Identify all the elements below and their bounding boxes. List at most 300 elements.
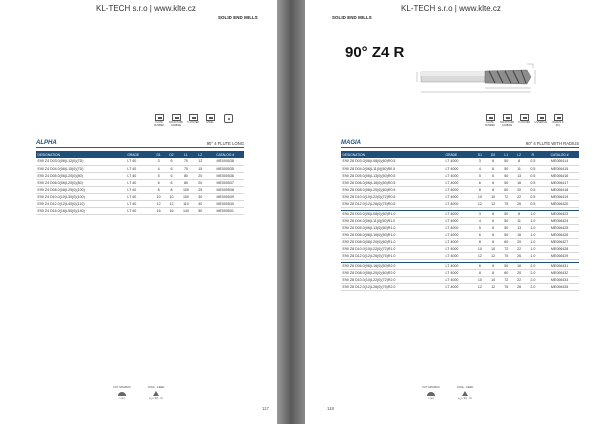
table-cell: 8	[486, 269, 499, 276]
cool-feed-icon	[455, 386, 475, 400]
table-cell: E90 Z8 D10.0(10)L22(0)(72)R0.5	[341, 193, 444, 200]
header-brand-right: KL-TECH s.r.o | www.klte.cz	[401, 4, 501, 13]
table-cell: ME006425	[540, 224, 579, 231]
table-row	[36, 158, 244, 165]
table-cell: LT 4000	[444, 238, 473, 245]
icon-label: UNIVERSAL	[534, 122, 548, 124]
table-cell: 80	[178, 172, 194, 179]
flute-icon	[483, 114, 497, 127]
table-cell: 12	[486, 200, 499, 207]
table-cell: 5	[473, 172, 486, 179]
table-cell: LT 4000	[444, 165, 473, 172]
table-cell: LT 4000	[444, 276, 473, 283]
table-row	[341, 172, 579, 179]
table-row	[341, 245, 579, 252]
table-cell: 70	[178, 158, 194, 165]
table-row	[36, 165, 244, 172]
table-cell: LT 40	[126, 179, 152, 186]
table-cell: 4	[152, 165, 165, 172]
footer-icon-glyph	[117, 390, 127, 397]
table-cell: 8	[473, 238, 486, 245]
flute-icon-glyph	[486, 114, 495, 121]
table-cell: 30	[194, 193, 206, 200]
table-cell: 25	[194, 186, 206, 193]
table-cell: 100	[178, 186, 194, 193]
table-cell: 3	[473, 158, 486, 165]
table-cell: 13	[513, 172, 526, 179]
table-cell: LT 40	[126, 158, 152, 165]
table-cell: LT 4000	[444, 224, 473, 231]
series-name: ALPHA	[36, 140, 57, 146]
table-cell: 8	[486, 186, 499, 193]
table-cell: ME006415	[540, 165, 579, 172]
material-icon	[534, 114, 548, 125]
end-mill-drawing	[415, 58, 543, 102]
table-row	[36, 186, 244, 193]
table-cell: 6	[165, 172, 178, 179]
column-header: CATALOG #	[206, 151, 244, 158]
right-section-header	[341, 140, 579, 148]
table-cell: 75	[500, 252, 513, 259]
table-cell: 26	[513, 283, 526, 290]
table-cell: ME000539	[206, 193, 244, 200]
icon-label: TI-COATED	[186, 122, 200, 124]
table-cell: E90 Z4 D04.0(06)L15(0)(7D)	[36, 165, 126, 172]
table-cell: 4	[473, 165, 486, 172]
table-cell: 6	[486, 224, 499, 231]
table-cell: 10	[486, 276, 499, 283]
table-cell: 8	[473, 269, 486, 276]
table-cell: 6	[486, 165, 499, 172]
table-cell: LT 40	[126, 200, 152, 207]
helix-icon	[500, 114, 514, 127]
table-row	[341, 252, 579, 259]
table-cell: 10	[165, 193, 178, 200]
table-cell: LT 4000	[444, 186, 473, 193]
table-cell: E90 Z4 D08.0(08)L25(0)(100)	[36, 186, 126, 193]
icon-label: STEEL	[206, 122, 214, 124]
material-icon-glyph	[206, 114, 215, 121]
table-cell: LT 40	[126, 193, 152, 200]
table-cell: LT 4000	[444, 252, 473, 259]
table-cell: 60	[500, 238, 513, 245]
material-icon	[203, 114, 217, 125]
table-row	[341, 269, 579, 276]
table-cell: E90 Z8 D04.0(06)L11(0)(50)R0.5	[341, 165, 444, 172]
table-cell: ME006435	[540, 283, 579, 290]
icon-label: FLUTE NUMBER	[154, 122, 164, 127]
table-row	[341, 262, 579, 269]
table-cell: 50	[500, 165, 513, 172]
table-row	[341, 210, 579, 217]
table-cell: E90 Z8 D05.0(06)L13(0)(50)R0.5	[341, 172, 444, 179]
table-cell: ME006423	[540, 210, 579, 217]
footer-icon-glyph	[460, 390, 470, 397]
table-cell: LT 40	[126, 186, 152, 193]
table-cell: E90 Z8 D03.0(06)L08(0)(50)R1.0	[341, 210, 444, 217]
table-cell: E90 Z4 D12.0(12)L40(0)(110)	[36, 200, 126, 207]
table-cell: 6	[486, 210, 499, 217]
table-cell: 6	[486, 231, 499, 238]
table-row	[341, 165, 579, 172]
table-cell: 11	[513, 165, 526, 172]
table-cell: LT 4000	[444, 269, 473, 276]
shank-icon	[224, 114, 233, 123]
table-cell: E90 Z8 D12.0(12)L26(0)(75)R2.0	[341, 283, 444, 290]
footer-icon-sub: v (m)	[428, 398, 434, 400]
table-cell: 10	[473, 276, 486, 283]
table-cell: LT 4000	[444, 200, 473, 207]
table-cell: E90 Z8 D12.0(12)L26(0)(75)R1.0	[341, 252, 444, 259]
cool-feed-icon	[146, 386, 166, 400]
table-row	[341, 238, 579, 245]
table-cell: 70	[178, 165, 194, 172]
table-row	[341, 186, 579, 193]
left-icon-row	[152, 114, 233, 127]
table-cell: 1.0	[526, 245, 541, 252]
table-cell: 13	[513, 224, 526, 231]
flute-icon-glyph	[155, 114, 164, 121]
table-cell: 110	[178, 200, 194, 207]
table-cell: 50	[500, 158, 513, 165]
table-cell: 50	[500, 262, 513, 269]
table-cell: 75	[500, 200, 513, 207]
table-cell: 6	[165, 165, 178, 172]
table-cell: 16	[165, 207, 178, 214]
table-cell: 8	[473, 186, 486, 193]
left-section-header	[36, 140, 244, 148]
table-cell: 50	[194, 207, 206, 214]
column-header: DESIGNATION	[36, 151, 126, 158]
table-cell: 8	[513, 210, 526, 217]
table-cell: 10	[152, 193, 165, 200]
table-row	[341, 276, 579, 283]
table-cell: 0.5	[526, 193, 541, 200]
table-cell: E90 Z8 D06.0(06)L16(0)(50)R2.0	[341, 262, 444, 269]
table-cell: 6	[486, 217, 499, 224]
table-cell: 16	[152, 207, 165, 214]
table-cell: 72	[500, 193, 513, 200]
right-footer-icons	[421, 386, 475, 400]
table-cell: ME006434	[540, 276, 579, 283]
table-cell: LT 4000	[444, 158, 473, 165]
table-cell: 0.5	[526, 179, 541, 186]
column-header: L1	[500, 151, 513, 158]
table-cell: 12	[486, 283, 499, 290]
table-cell: LT 4000	[444, 262, 473, 269]
table-cell: 6	[473, 231, 486, 238]
table-cell: E90 Z8 D08.0(08)L20(0)(60)R0.5	[341, 186, 444, 193]
table-cell: 6	[473, 262, 486, 269]
table-cell: ME006414	[540, 158, 579, 165]
column-header: GRADE	[444, 151, 473, 158]
table-cell: 50	[500, 172, 513, 179]
table-cell: E90 Z8 D08.0(08)L20(0)(60)R1.0	[341, 238, 444, 245]
table-cell: E90 Z8 D06.0(06)L16(0)(50)R1.0	[341, 231, 444, 238]
table-cell: 50	[500, 231, 513, 238]
footer-icon-sub: a_p / f(z) - Vc	[149, 398, 163, 400]
left-product-table	[36, 151, 244, 215]
product-title: 90° Z4 R	[345, 44, 405, 61]
table-cell: 10	[486, 245, 499, 252]
table-cell: E90 Z8 D10.0(10)L22(0)(72)R1.0	[341, 245, 444, 252]
radius-icon-glyph	[554, 114, 563, 121]
right-product-table	[341, 151, 579, 291]
table-cell: 6	[486, 158, 499, 165]
table-cell: ME006424	[540, 217, 579, 224]
table-cell: 12	[473, 200, 486, 207]
table-cell: 1.0	[526, 224, 541, 231]
table-cell: 26	[513, 252, 526, 259]
table-cell: ME000535	[206, 165, 244, 172]
table-cell: 50	[500, 224, 513, 231]
table-cell: E90 Z8 D06.0(06)L16(0)(50)R0.5	[341, 179, 444, 186]
table-cell: E90 Z8 D10.0(10)L22(0)(72)R2.0	[341, 276, 444, 283]
footer-icon-sub: a_p / f(z) - Vc	[458, 398, 472, 400]
table-cell: 100	[178, 193, 194, 200]
column-header: R	[526, 151, 541, 158]
table-cell: ME000538	[206, 158, 244, 165]
table-cell: 6	[473, 179, 486, 186]
left-page	[0, 0, 277, 424]
table-cell: 20	[513, 186, 526, 193]
table-cell: 8	[513, 158, 526, 165]
table-cell: ME006429	[540, 252, 579, 259]
table-row	[36, 172, 244, 179]
column-header: L2	[513, 151, 526, 158]
column-header: D1	[152, 151, 165, 158]
table-cell: E90 Z4 D03.0(06)L12(0)(7D)	[36, 158, 126, 165]
table-cell: ME006420	[540, 200, 579, 207]
table-cell: 6	[486, 262, 499, 269]
table-cell: E90 Z8 D03.0(06)L08(0)(60)R0.5	[341, 158, 444, 165]
table-cell: 0.5	[526, 158, 541, 165]
table-cell: ME006432	[540, 269, 579, 276]
column-header: D1	[473, 151, 486, 158]
table-cell: LT 40	[126, 165, 152, 172]
footer-icon-glyph	[151, 390, 161, 397]
table-cell: 2.0	[526, 276, 541, 283]
table-cell: 1.0	[526, 238, 541, 245]
table-cell: 0.5	[526, 186, 541, 193]
table-cell: 20	[513, 269, 526, 276]
table-row	[341, 224, 579, 231]
table-cell: 16	[513, 179, 526, 186]
table-cell: E90 Z8 D04.0(06)L11(0)(50)R1.0	[341, 217, 444, 224]
column-header: L2	[194, 151, 206, 158]
series-desc: 90° 4 FLUTE LONG	[206, 141, 244, 146]
column-header: L1	[178, 151, 194, 158]
table-cell: ME000538	[206, 186, 244, 193]
table-cell: 140	[178, 207, 194, 214]
column-header: CATALOG #	[540, 151, 579, 158]
table-cell: 72	[500, 276, 513, 283]
footer-icon-title: COOL - FEED	[456, 386, 474, 389]
table-cell: 2.0	[526, 283, 541, 290]
table-row	[36, 207, 244, 214]
page-number-right: 118	[327, 406, 334, 411]
table-cell: 20	[194, 172, 206, 179]
table-cell: 20	[513, 238, 526, 245]
table-cell: 75	[500, 283, 513, 290]
table-cell: 4	[473, 217, 486, 224]
table-cell: 6	[152, 179, 165, 186]
material-icon-glyph	[537, 114, 546, 121]
table-cell: 3	[152, 158, 165, 165]
table-cell: 15	[194, 165, 206, 172]
helix-icon	[169, 114, 183, 127]
radius-icon	[551, 114, 565, 127]
table-row	[341, 231, 579, 238]
table-cell: ME006417	[540, 179, 579, 186]
column-header: DESIGNATION	[341, 151, 444, 158]
icon-label: SOLID HARD CARBIDE	[168, 122, 184, 127]
header-brand: KL-TECH s.r.o | www.klte.cz	[96, 4, 196, 13]
table-cell: 20	[194, 179, 206, 186]
table-cell: 8	[486, 238, 499, 245]
coating-icon	[186, 114, 200, 125]
footer-icon-title: COOL - FEED	[147, 386, 165, 389]
table-cell: 12	[473, 252, 486, 259]
icon-label: SOLID HARD CARBIDE	[499, 122, 515, 127]
table-cell: ME000537	[206, 179, 244, 186]
table-cell: E90 Z4 D06.0(06)L20(0)(80)	[36, 179, 126, 186]
right-page	[305, 0, 600, 424]
column-header: GRADE	[126, 151, 152, 158]
footer-icon-title: CUT GRAPHIC	[113, 386, 131, 389]
table-cell: ME000536	[206, 172, 244, 179]
series-name-right: MAGIA	[341, 140, 361, 146]
table-cell: E90 Z8 D08.0(08)L20(0)(60)R2.0	[341, 269, 444, 276]
table-cell: 6	[165, 158, 178, 165]
table-cell: ME000530	[206, 200, 244, 207]
table-cell: ME006416	[540, 172, 579, 179]
table-row	[341, 283, 579, 290]
table-cell: 6	[165, 179, 178, 186]
table-cell: 50	[500, 217, 513, 224]
table-cell: 60	[500, 186, 513, 193]
table-cell: 10	[473, 245, 486, 252]
table-cell: E90 Z4 D16.0(16)L50(0)(140)	[36, 207, 126, 214]
table-cell: 8	[165, 186, 178, 193]
table-cell: E90 Z4 D05.0(06)L20(0)(80)	[36, 172, 126, 179]
table-row	[36, 179, 244, 186]
table-cell: LT 4000	[444, 172, 473, 179]
table-cell: 12	[194, 158, 206, 165]
table-cell: LT 4000	[444, 179, 473, 186]
table-cell: E90 Z4 D10.0(10)L30(0)(100)	[36, 193, 126, 200]
table-cell: 12	[165, 200, 178, 207]
column-header: D2	[486, 151, 499, 158]
table-cell: LT 40	[126, 172, 152, 179]
helix-icon-glyph	[503, 114, 512, 121]
table-cell: 0.5	[526, 200, 541, 207]
table-cell: ME000531	[206, 207, 244, 214]
table-cell: ME006427	[540, 238, 579, 245]
table-cell: 22	[513, 193, 526, 200]
table-cell: 1.0	[526, 210, 541, 217]
table-cell: ME006426	[540, 231, 579, 238]
table-cell: 2.0	[526, 262, 541, 269]
table-cell: LT 4000	[444, 210, 473, 217]
table-row	[341, 179, 579, 186]
table-cell: 10	[473, 193, 486, 200]
table-cell: 2.0	[526, 269, 541, 276]
footer-icon-title: CUT GRAPHIC	[422, 386, 440, 389]
table-cell: 8	[152, 186, 165, 193]
coating-icon	[517, 114, 531, 125]
table-cell: LT 4000	[444, 231, 473, 238]
table-row	[341, 217, 579, 224]
cut-graphic-icon	[112, 386, 132, 400]
table-cell: 26	[513, 200, 526, 207]
table-cell: 10	[486, 193, 499, 200]
table-cell: 60	[500, 269, 513, 276]
table-cell: 22	[513, 245, 526, 252]
left-footer-icons	[112, 386, 166, 400]
table-cell: ME006428	[540, 245, 579, 252]
column-header: D2	[165, 151, 178, 158]
table-cell: 1.0	[526, 231, 541, 238]
table-row	[36, 193, 244, 200]
table-cell: ME006431	[540, 262, 579, 269]
table-cell: 5	[152, 172, 165, 179]
table-cell: 5	[473, 224, 486, 231]
book-gutter	[277, 0, 305, 424]
coating-icon-glyph	[189, 114, 198, 121]
table-cell: E90 Z8 D12.0(12)L26(0)(75)R0.5	[341, 200, 444, 207]
table-cell: LT 4000	[444, 217, 473, 224]
table-cell: 1.0	[526, 252, 541, 259]
table-cell: LT 40	[126, 207, 152, 214]
table-cell: 6	[486, 172, 499, 179]
table-cell: 3	[473, 210, 486, 217]
table-cell: 50	[500, 210, 513, 217]
table-cell: LT 4000	[444, 245, 473, 252]
table-cell: ME006419	[540, 193, 579, 200]
table-cell: 40	[194, 200, 206, 207]
table-cell: 16	[513, 262, 526, 269]
table-cell: 6	[486, 179, 499, 186]
table-cell: 50	[500, 179, 513, 186]
table-cell: 12	[473, 283, 486, 290]
table-cell: 12	[152, 200, 165, 207]
right-icon-row	[483, 114, 565, 127]
icon-label: RADIUS R (R1)	[552, 122, 564, 127]
table-cell: 0.5	[526, 172, 541, 179]
table-cell: 12	[486, 252, 499, 259]
table-cell: 72	[500, 245, 513, 252]
coating-icon-glyph	[520, 114, 529, 121]
header-section: SOLID END MILLS	[218, 15, 258, 20]
table-cell: 0.5	[526, 165, 541, 172]
table-row	[36, 200, 244, 207]
page-number-left: 117	[262, 406, 269, 411]
table-cell: LT 4000	[444, 283, 473, 290]
table-cell: 80	[178, 179, 194, 186]
table-cell: 11	[513, 217, 526, 224]
table-cell: 1.0	[526, 217, 541, 224]
table-row	[341, 193, 579, 200]
series-desc-right: 90° 4 FLUTE WITH RADIUS	[525, 141, 579, 146]
footer-icon-sub: v (m)	[119, 398, 125, 400]
table-cell: 22	[513, 276, 526, 283]
table-cell: 16	[513, 231, 526, 238]
header-section-right: SOLID END MILLS	[332, 15, 372, 20]
icon-label: FLUTE NUMBER	[485, 122, 495, 127]
table-cell: LT 4000	[444, 193, 473, 200]
table-cell: ME006418	[540, 186, 579, 193]
